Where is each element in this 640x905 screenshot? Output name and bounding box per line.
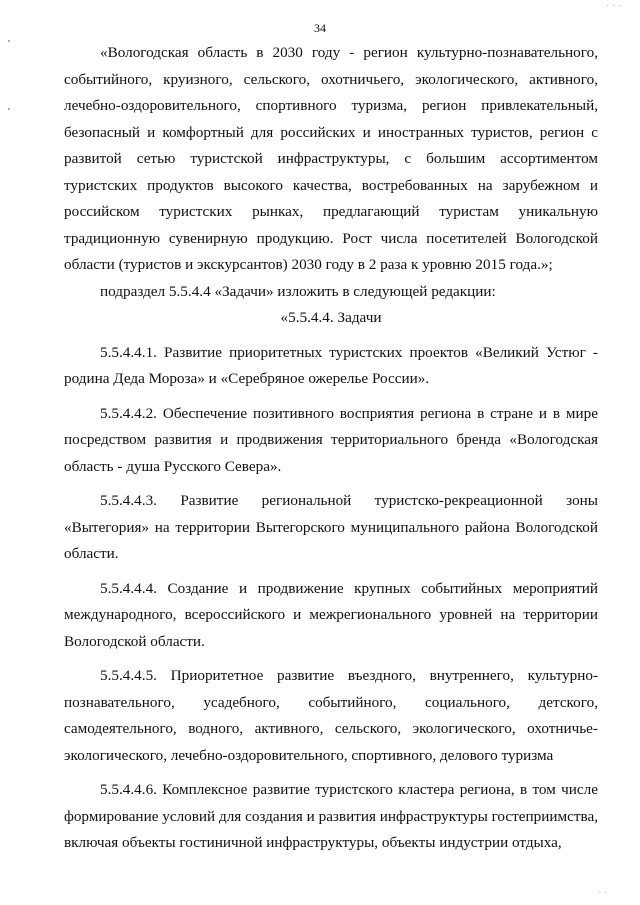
vision-statement-paragraph: «Вологодская область в 2030 году - регион культурно-познавательного, событийного, круизного, сельского, охотничьего, экологического, активного, лечебно-оздоровительного, спортивного туризма, регион привлекательный, безопасный и комфортный для российских и иностранных туристов, регион с развитой сетью туристской инфраструктуры, с большим ассортиментом туристских продуктов высокого качества, востребованных на зарубежном и российском туристских рынках, предлагающий туристам уникальную традиционную сувенирную продукцию. Рост числа посетителей Вологодской области (туристов и экскурсантов) 2030 году в 2 раза к уровню 2015 года.»; (64, 44, 598, 273)
page-number: 34 (314, 21, 326, 35)
task-paragraph-4: 5.5.4.4.4. Создание и продвижение крупных событийных мероприятий международного, всероссийского и межрегионального уровней на территории Вологодской области. (64, 579, 598, 650)
amendment-instruction-paragraph: подраздел 5.5.4.4 «Задачи» изложить в следующей редакции: (100, 282, 496, 300)
binding-mark (8, 108, 10, 110)
task-paragraph-6: 5.5.4.4.6. Комплексное развитие туристского кластера региона, в том числе формирование условий для создания и развития инфраструктуры гостеприимства, включая объекты гостиничной инфраструктуры, объекты индустрии отдыха, (64, 781, 598, 851)
document-body (64, 40, 598, 857)
binding-mark (8, 40, 10, 42)
scan-artifact-bottom: · · (598, 889, 608, 897)
task-paragraph-1: 5.5.4.4.1. Развитие приоритетных туристских проектов «Великий Устюг - родина Деда Мороза» и «Серебряное ожерелье России». (64, 343, 598, 387)
section-heading: «5.5.4.4. Задачи (280, 309, 382, 326)
task-paragraph-5: 5.5.4.4.5. Приоритетное развитие въездного, внутреннего, культурно-познавательного, усадебного, событийного, социального, детского, самодеятельного, водного, активного, сельского, экологического, охотничье-экологического, лечебно-оздоровительного, спортивного, делового туризма (64, 667, 598, 764)
task-paragraph-2: 5.5.4.4.2. Обеспечение позитивного восприятия региона в стране и в мире посредством развития и продвижения территориального бренда «Вологодская область - душа Русского Севера». (64, 404, 598, 475)
scan-artifact-top: · · · (606, 2, 622, 10)
task-paragraph-3: 5.5.4.4.3. Развитие региональной туристско-рекреационной зоны «Вытегория» на территории Вытегорского муниципального района Вологодской области. (64, 492, 598, 562)
